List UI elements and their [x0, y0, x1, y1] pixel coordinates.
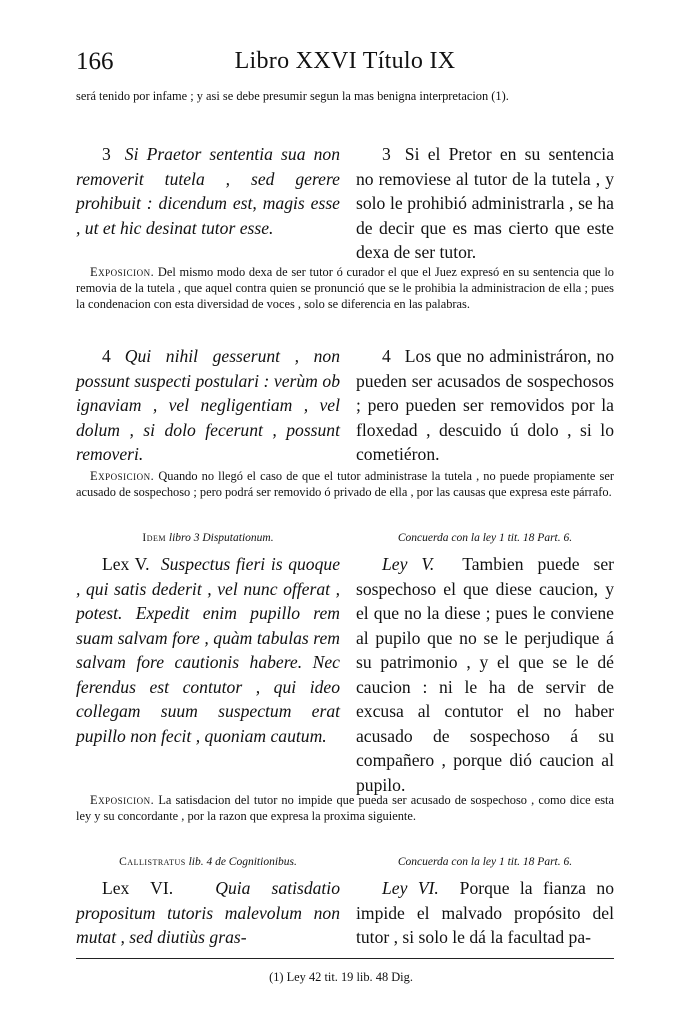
spanish-column: [356, 142, 614, 265]
source-author: Callistratus: [119, 856, 186, 868]
exposition-text: Quando no llegó el caso de que el tutor administrase la tutela , no puede propiamente ser acusado de sospechoso ; pero podrá ser removido ó privado de ella , por las causas que expresa este párrafo.: [76, 469, 614, 499]
section-3: [76, 142, 614, 260]
source-work: lib. 4 de Cognitionibus.: [188, 856, 297, 868]
source-citation: [76, 532, 340, 544]
lex6-sources: [76, 856, 614, 876]
spanish-paragraph-number: 4: [382, 346, 391, 366]
spanish-text: Los que no administráron, no pueden ser acusados de sospechosos ; pero pueden ser removidos por la floxedad , descuido ú dolo , si lo cometiéron.: [356, 346, 614, 464]
exposition-label: Exposicion.: [90, 265, 155, 279]
exposition-3: [76, 792, 614, 824]
source-work: libro 3 Disputationum.: [168, 532, 274, 544]
concordance-note: Concuerda con la ley 1 tit. 18 Part. 6.: [397, 532, 573, 544]
spanish-column: [356, 344, 614, 467]
intro-continuation: será tenido por infame ; y asi se debe presumir segun la mas benigna interpretacion (1).: [76, 89, 509, 103]
law-heading: Ley V.: [382, 554, 435, 574]
lex5-sources: [76, 532, 614, 552]
law-heading: Lex V.: [102, 554, 150, 574]
exposition-2: [76, 468, 614, 500]
latin-paragraph-number: 4: [102, 346, 111, 366]
exposition-1: [76, 264, 614, 312]
exposition-label: Exposicion.: [90, 469, 155, 483]
lex-6: [76, 876, 614, 954]
footnote: (1) Ley 42 tit. 19 lib. 48 Dig.: [269, 970, 413, 984]
page-header: [76, 48, 614, 82]
law-heading: Ley VI.: [382, 878, 439, 898]
latin-column: [76, 142, 340, 240]
exposition-text: La satisdacion del tutor no impide que pueda ser acusado de sospechoso , como dice esta ley y su concordante , por la razon que expresa la proxima siguiente.: [76, 793, 614, 823]
spanish-column: [356, 552, 614, 797]
lex-5: [76, 552, 614, 795]
latin-paragraph-number: 3: [102, 144, 111, 164]
section-4: [76, 344, 614, 462]
footnote-rule: [76, 958, 614, 959]
latin-column: [76, 876, 340, 950]
latin-text: Si Praetor sententia sua non removerit tutela , sed gerere prohibuit : dicendum est, magis esse , ut et hic desinat tutor esse.: [76, 144, 340, 238]
spanish-text: Porque la fianza no impide el malvado propósito del tutor , si solo le dá la facultad pa-: [356, 878, 614, 947]
spanish-paragraph-number: 3: [382, 144, 391, 164]
latin-text: Suspectus fieri is quoque , qui satis dederit , vel nunc offerat , potest. Expedit enim pupillo rem suam salvam fore , quàm tabulas rem salvam fore cautionis habere. Nec ferendus est contutor , qui ideo collegam suum suspectum erat pupillo non fecit , quoniam cautum.: [76, 554, 341, 746]
exposition-text: Del mismo modo dexa de ser tutor ó curador el que el Juez expresó en su sentencia que lo removia de la tutela , que aquel contra quien se pronunció que se le prohibia la administracion de ella ; pues la condenacion con esta diversidad de voces , solo se diferencia en las palabras.: [76, 265, 614, 311]
source-author: Idem: [142, 532, 167, 544]
latin-text: Qui nihil gesserunt , non possunt suspecti postulari : verùm ob ignaviam , vel negligentiam , vel dolum , si dolo fecerunt , possunt removeri.: [76, 346, 340, 464]
spanish-text: Si el Pretor en su sentencia no removiese al tutor de la tutela , y solo le prohibió administrarla , se ha de decir que es mas cierto que este dexa de ser tutor.: [356, 144, 614, 262]
law-heading: Lex VI.: [102, 878, 174, 898]
concordance-note: Concuerda con la ley 1 tit. 18 Part. 6.: [397, 856, 573, 868]
latin-column: [76, 552, 340, 748]
running-title: Libro XXVI Título IX: [234, 48, 456, 74]
latin-text: Quia satisdatio propositum tutoris malevolum non mutat , sed diutiùs gras-: [76, 878, 340, 947]
page-number: 166: [76, 48, 114, 75]
source-citation: [76, 856, 340, 868]
exposition-label: Exposicion.: [90, 793, 155, 807]
spanish-column: [356, 876, 614, 950]
spanish-text: Tambien puede ser sospechoso el que diese caucion, y el que no la diese ; pues le conviene al pupilo que no se le perjudique á su patrimonio , y el que se le dé caucion : ni le ha de servir de excusa al contutor el no haber acusado de sospechoso á su compañero , porque dió caucion al pupilo.: [356, 554, 614, 795]
latin-column: [76, 344, 340, 467]
